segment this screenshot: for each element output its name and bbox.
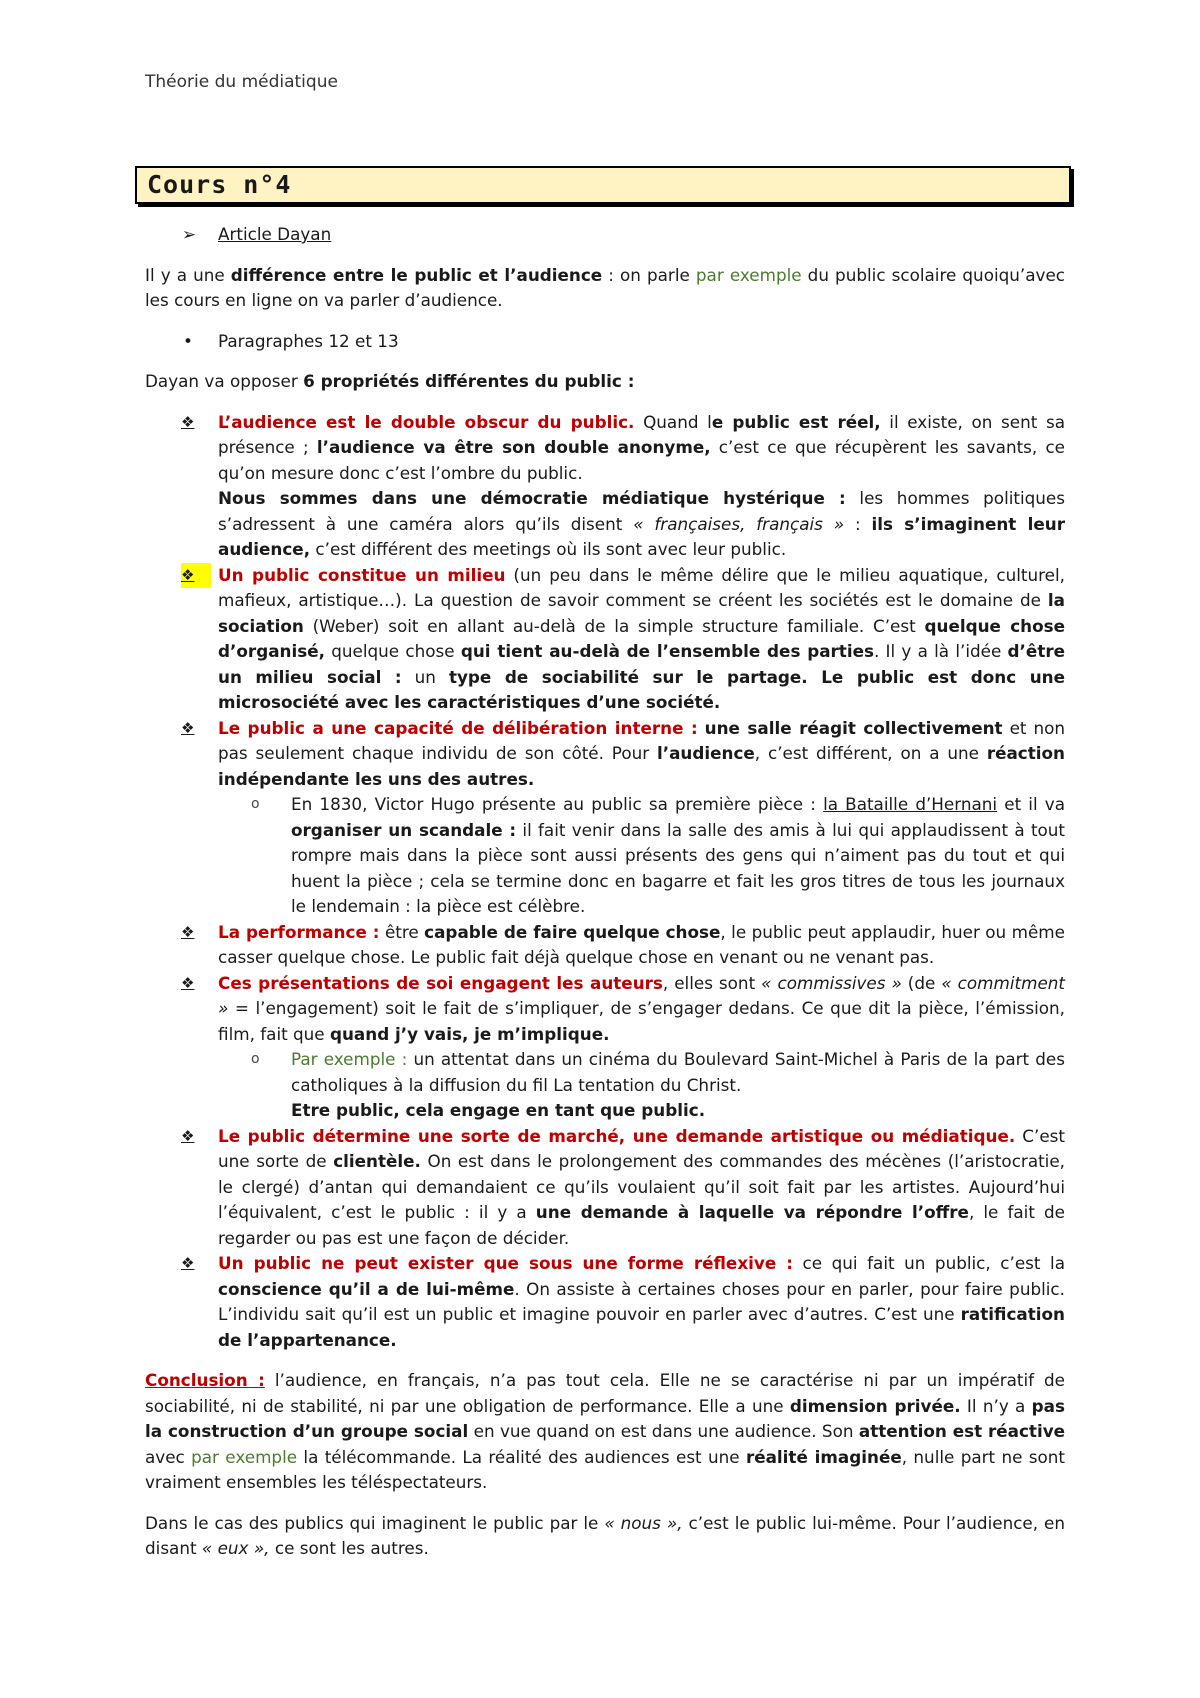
intro-paragraph: Il y a une différence entre le public et l’audience : on parle par exemple du public scolaire quoiqu’avec les cours en ligne on va parler d’audience. xyxy=(145,264,1066,310)
paragraphes-line: • Paragraphes 12 et 13 xyxy=(145,329,1065,355)
property-item-2: ❖ Un public constitue un milieu (un peu dans le même délire que le milieu aquatique, culturel, mafieux, artistique…). La question de savoir comment se créent les sociétés est le domaine de la sociation (Weber) soit en allant au-delà de la simple structure familiale. C’est quelque chose d’organisé, quelque chose qui tient au-delà de l’ensemble des parties. Il y a là l’idée d’être un milieu social : un type de sociabilité sur le partage. Le public est donc une microsociété avec les caractéristiques d’une société. xyxy=(181,564,1065,712)
arrow-bullet-icon: ➢ xyxy=(182,224,197,244)
diamond-bullet-icon: ❖ xyxy=(181,1254,195,1272)
dot-bullet-icon: • xyxy=(183,330,193,351)
diamond-bullet-icon: ❖ xyxy=(181,718,195,737)
property-item-1: ❖ L’audience est le double obscur du public. Quand le public est réel, il existe, on sent sa présence ; l’audience va être son double anonyme, c’est ce que récupèrent les savants, ce qu’on mesure donc c’est l’ombre du public. Nous sommes dans une démocratie médiatique hystérique : les hommes politiques s’adressent à une caméra alors qu’ils disent « françaises, français » : ils s’imaginent leur audience, c’est différent des meetings où ils sont avec leur public. xyxy=(181,411,1066,559)
diamond-bullet-icon: ❖ xyxy=(181,412,195,431)
property-item-5: ❖ Ces présentations de soi engagent les auteurs, elles sont « commissives » (de « commitment » = l’engagement) soit le fait de s’impliquer, de s’engager dedans. Ce que dit la pièce, l’émission, film, fait que quand j’y vais, je m’implique. xyxy=(181,972,1065,1044)
property-subitem-3: o En 1830, Victor Hugo présente au public sa première pièce : la Bataille d’Hernani et il va organiser un scandale : il fait venir dans la salle des amis à lui qui applaudissent à tout rompre mais dans la pièce sont aussi présents des gens qui n’aiment pas du tout et qui huent la pièce ; cela se termine donc en bagarre et fait les gros titres de tous les journaux le lendemain : la pièce est célèbre. xyxy=(251,794,1066,916)
title-box xyxy=(135,166,1071,204)
page-header: Théorie du médiatique xyxy=(145,72,338,92)
diamond-bullet-icon: ❖ xyxy=(181,973,195,992)
conclusion-label: Conclusion : xyxy=(145,1370,265,1390)
circle-bullet-icon: o xyxy=(251,796,260,812)
diamond-bullet-icon: ❖ xyxy=(181,1126,195,1145)
final-paragraph: Dans le cas des publics qui imaginent le public par le « nous », c’est le public lui-même. Pour l’audience, en disant « eux », ce sont les autres. xyxy=(145,1512,1066,1558)
property-item-3: ❖ Le public a une capacité de délibération interne : une salle réagit collectivement et non pas seulement chaque individu de son côté. Pour l’audience, c’est différent, on a une réaction indépendante les uns des autres. xyxy=(181,717,1065,789)
property-subitem-5: o Par exemple : un attentat dans un cinéma du Boulevard Saint-Michel à Paris de la part des catholiques à la diffusion du fil La tentation du Christ. Etre public, cela engage en tant que public. xyxy=(251,1049,1065,1120)
diamond-bullet-icon: ❖ xyxy=(181,922,195,941)
dayan-line: Dayan va opposer 6 propriétés différentes du public : xyxy=(145,371,635,391)
property-item-4: ❖ La performance : être capable de faire quelque chose, le public peut applaudir, huer ou même casser quelque chose. Le public fait déjà quelque chose en venant ou ne venant pas. xyxy=(181,921,1065,967)
circle-bullet-icon: o xyxy=(251,1051,260,1067)
page-title: Cours n°4 xyxy=(147,170,292,199)
conclusion-paragraph: Conclusion : l’audience, en français, n’a pas tout cela. Elle ne se caractérise ni par un impératif de sociabilité, ni de stabilité, ni par une obligation de performance. Elle a une dimension privée. Il n’y a pas la construction d’un groupe social en vue quand on est dans une audience. Son attention est réactive avec par exemple la télécommande. La réalité des audiences est une réalité imaginée, nulle part ne sont vraiment ensembles les téléspectateurs. xyxy=(145,1370,1066,1492)
property-item-6: ❖ Le public détermine une sorte de marché, une demande artistique ou médiatique. C’est une sorte de clientèle. On est dans le prolongement des commandes des mécènes (l’aristocratie, le clergé) d’antan qui demandaient ce qu’ils voulaient qu’il soit fait par les artistes. Aujourd’hui l’équivalent, c’est le public : il y a une demande à laquelle va répondre l’offre, le fait de regarder ou pas est une façon de décider. xyxy=(181,1125,1066,1248)
diamond-bullet-icon: ❖ xyxy=(181,563,211,589)
article-line: ➢ Article Dayan xyxy=(145,222,1065,248)
property-item-7: ❖ Un public ne peut exister que sous une forme réflexive : ce qui fait un public, c’est la conscience qu’il a de lui-même. On assiste à certaines choses pour en parler, pour faire public. L’individu sait qu’il est un public et imagine pouvoir en parler avec d’autres. C’est une ratification de l’appartenance. xyxy=(181,1253,1065,1350)
document-body xyxy=(145,222,1065,1562)
